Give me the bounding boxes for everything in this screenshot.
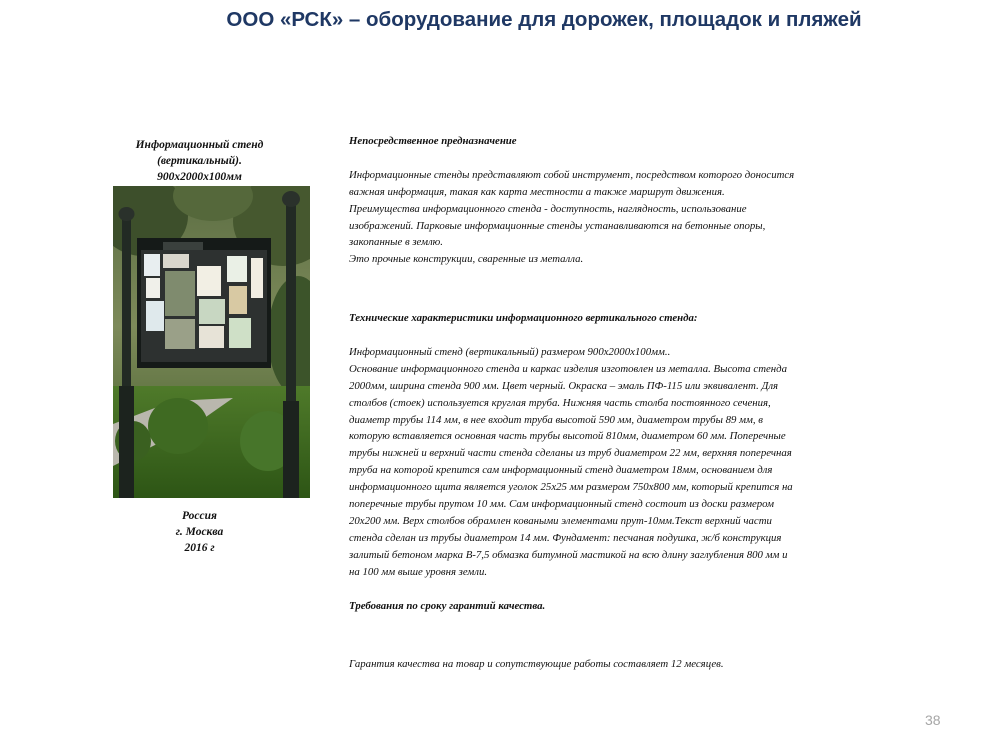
product-caption-line: Информационный стенд <box>135 139 264 151</box>
product-caption-line: 900х2000х100мм <box>157 171 242 183</box>
page-title: ООО «РСК» – оборудование для дорожек, площадок и пляжей <box>226 8 862 31</box>
specs-line: столбов (стоек) используется круглая труба. Нижняя часть столба постоянного сечения, <box>349 396 771 409</box>
specs-line: стенда сделан из трубы диаметром 14 мм. Фундамент: песчаная подушка, ж/б конструкция <box>349 531 782 544</box>
location-caption <box>102 508 297 556</box>
info-stand-photo-illustration <box>113 186 310 498</box>
purpose-line: Преимущества информационного стенда - доступность, наглядность, использование <box>349 202 747 215</box>
specs-line: залитый бетоном марка В-7,5 обмазка битумной мастикой на всю длину заглубления 800 мм и <box>349 548 788 561</box>
purpose-line: важная информация, такая как карта местности а также маршрут движения. <box>349 185 725 198</box>
product-caption-line: (вертикальный). <box>157 155 242 167</box>
warranty-text: Гарантия качества на товар и сопутствующие работы составляет 12 месяцев. <box>349 658 724 671</box>
specs-line: Основание информационного стенда и каркас изделия изготовлен из металла. Высота стенда <box>349 362 788 375</box>
description-block <box>349 133 959 673</box>
specs-line: 2000мм, ширина стенда 900 мм. Цвет черный. Окраска – эмаль ПФ-115 или эквивалент. Для <box>349 379 779 392</box>
location-country: Россия <box>182 510 217 522</box>
specs-line: 20х200 мм. Верх столбов обрамлен коваными элементами прут-10мм.Текст верхний части <box>349 514 772 527</box>
warranty-heading: Требования по сроку гарантий качества. <box>349 599 546 612</box>
location-year: 2016 г <box>184 542 215 554</box>
purpose-line: Информационные стенды представляют собой инструмент, посредством которого доносится <box>349 168 795 181</box>
specs-line: поперечные трубы прутом 10 мм. Сам информационный стенд состоит из доски размером <box>349 498 775 511</box>
specs-line: на 100 мм выше уровня земли. <box>349 565 488 578</box>
purpose-line: закопанные в землю. <box>349 236 443 249</box>
location-city: г. Москва <box>175 526 224 538</box>
specs-line: которую вставляется основная часть трубы высотой 810мм, диаметром 60 мм. Поперечные <box>349 430 786 443</box>
specs-line: информационного щита является уголок 25х25 мм размером 750х800 мм, который крепится на <box>349 481 793 494</box>
page-number: 38 <box>925 712 941 728</box>
specs-line: трубы нижней и верхний части стенда сделаны из труб диаметром 22 мм, верхняя поперечная <box>349 447 792 460</box>
specs-line: труба на которой крепится сам информационный стенд диаметром 18мм, основанием для <box>349 464 773 477</box>
specs-line: диаметр трубы 114 мм, в нее входит труба высотой 590 мм, диаметром трубы 89 мм, в <box>349 413 763 426</box>
purpose-heading: Непосредственное предназначение <box>349 135 517 147</box>
purpose-line: Это прочные конструкции, сваренные из металла. <box>349 253 584 266</box>
purpose-line: изображений. Парковые информационные стенды устанавливаются на бетонные опоры, <box>349 219 766 232</box>
product-photo <box>113 186 310 498</box>
product-caption <box>102 137 297 185</box>
specs-line: Информационный стенд (вертикальный) размером 900х2000х100мм.. <box>349 345 671 358</box>
specs-heading: Технические характеристики информационного вертикального стенда: <box>349 312 698 325</box>
